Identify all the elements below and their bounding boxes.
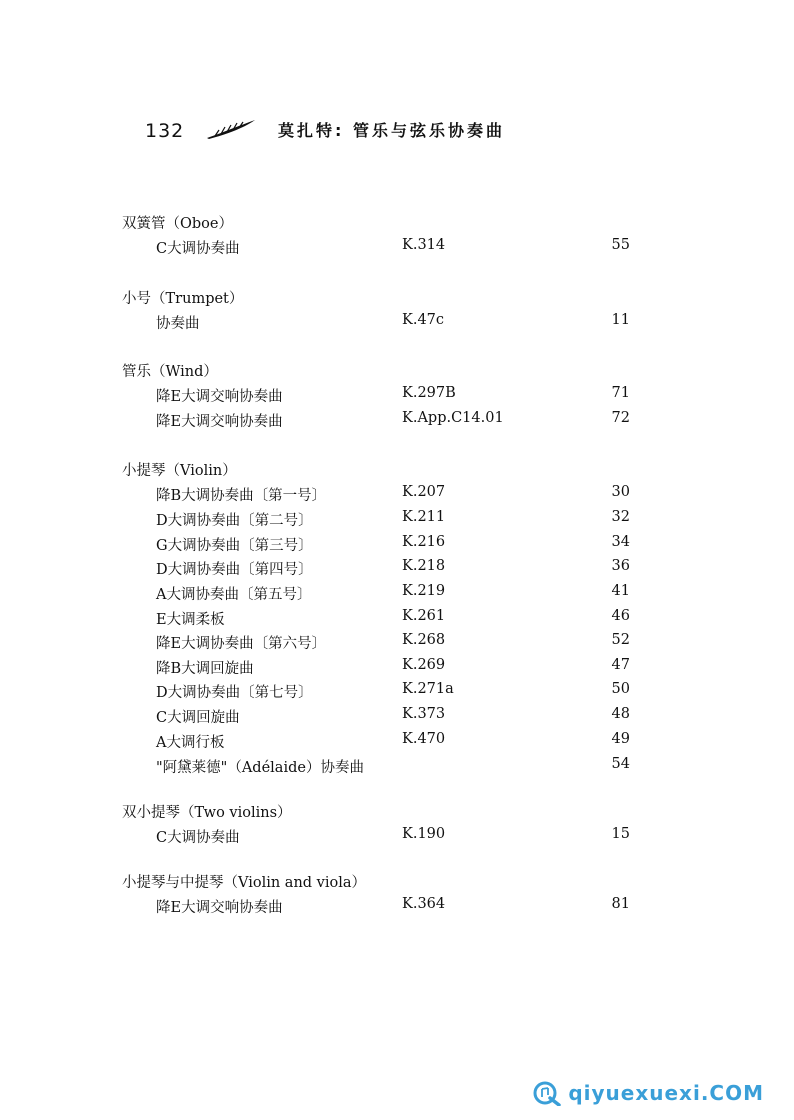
- site-watermark: [532, 1080, 764, 1106]
- entry-koechel-number: K.261: [402, 608, 446, 624]
- section-heading-wind: 管乐（Wind）: [122, 364, 218, 380]
- entry-koechel-number: K.373: [402, 706, 446, 722]
- entry-title: 降E大调协奏曲〔第六号〕: [156, 636, 327, 652]
- entry-title: A大调行板: [156, 735, 225, 751]
- entry-koechel-number: K.271a: [402, 681, 454, 697]
- entry-title: 降B大调回旋曲: [156, 661, 254, 677]
- entry-title: 降E大调交响协奏曲: [156, 414, 283, 430]
- entry-koechel-number: K.297B: [402, 385, 456, 401]
- entry-page-number: 54: [611, 756, 630, 772]
- entry-title: C大调协奏曲: [156, 830, 240, 846]
- section-heading-two-violins: 双小提琴（Two violins）: [122, 805, 292, 821]
- entry-page-number: 50: [611, 681, 630, 697]
- page-number: 132: [145, 120, 185, 142]
- entry-koechel-number: K.216: [402, 534, 446, 550]
- entry-title: C大调回旋曲: [156, 710, 240, 726]
- entry-title: A大调协奏曲〔第五号〕: [156, 587, 312, 603]
- entry-koechel-number: K.190: [402, 826, 446, 842]
- entry-page-number: 71: [611, 385, 630, 401]
- section-heading-oboe: 双簧管（Oboe）: [122, 216, 233, 232]
- entry-koechel-number: K.314: [402, 237, 446, 253]
- section-heading-trumpet: 小号（Trumpet）: [122, 291, 244, 307]
- watermark-text: qiyuexuexi.COM: [568, 1081, 764, 1105]
- entry-title: 降E大调交响协奏曲: [156, 900, 283, 916]
- entry-page-number: 49: [611, 731, 630, 747]
- entry-title: D大调协奏曲〔第二号〕: [156, 513, 313, 529]
- entry-title: 协奏曲: [156, 316, 200, 332]
- entry-page-number: 48: [611, 706, 630, 722]
- entry-page-number: 30: [611, 484, 630, 500]
- entry-page-number: 81: [611, 896, 630, 912]
- entry-page-number: 72: [611, 410, 630, 426]
- entry-koechel-number: K.364: [402, 896, 446, 912]
- page-header: [145, 118, 705, 148]
- entry-title: D大调协奏曲〔第四号〕: [156, 562, 313, 578]
- entry-koechel-number: K.211: [402, 509, 446, 525]
- entry-koechel-number: K.207: [402, 484, 446, 500]
- section-heading-violin-and-viola: 小提琴与中提琴（Violin and viola）: [122, 875, 367, 891]
- entry-page-number: 11: [611, 312, 630, 328]
- site-logo-icon: [532, 1080, 562, 1106]
- running-title: 莫扎特: 管乐与弦乐协奏曲: [278, 121, 505, 140]
- entry-koechel-number: K.470: [402, 731, 446, 747]
- entry-page-number: 47: [611, 657, 630, 673]
- entry-page-number: 15: [611, 826, 630, 842]
- entry-page-number: 46: [611, 608, 630, 624]
- entry-page-number: 34: [611, 534, 630, 550]
- entry-title: 降E大调交响协奏曲: [156, 389, 283, 405]
- section-heading-violin: 小提琴（Violin）: [122, 463, 237, 479]
- entry-koechel-number: K.47c: [402, 312, 445, 328]
- entry-title: C大调协奏曲: [156, 241, 240, 257]
- entry-page-number: 32: [611, 509, 630, 525]
- entry-page-number: 55: [611, 237, 630, 253]
- entry-page-number: 41: [611, 583, 630, 599]
- entry-koechel-number: K.268: [402, 632, 446, 648]
- entry-title: "阿黛莱德"（Adélaide）协奏曲: [156, 760, 364, 776]
- entry-koechel-number: K.219: [402, 583, 446, 599]
- entry-koechel-number: K.App.C14.01: [402, 410, 504, 426]
- quill-pen-icon: [205, 118, 257, 140]
- entry-page-number: 52: [611, 632, 630, 648]
- entry-page-number: 36: [611, 558, 630, 574]
- entry-title: G大调协奏曲〔第三号〕: [156, 538, 313, 554]
- entry-title: E大调柔板: [156, 612, 225, 628]
- entry-koechel-number: K.218: [402, 558, 446, 574]
- entry-title: D大调协奏曲〔第七号〕: [156, 685, 313, 701]
- entry-koechel-number: K.269: [402, 657, 446, 673]
- entry-title: 降B大调协奏曲〔第一号〕: [156, 488, 327, 504]
